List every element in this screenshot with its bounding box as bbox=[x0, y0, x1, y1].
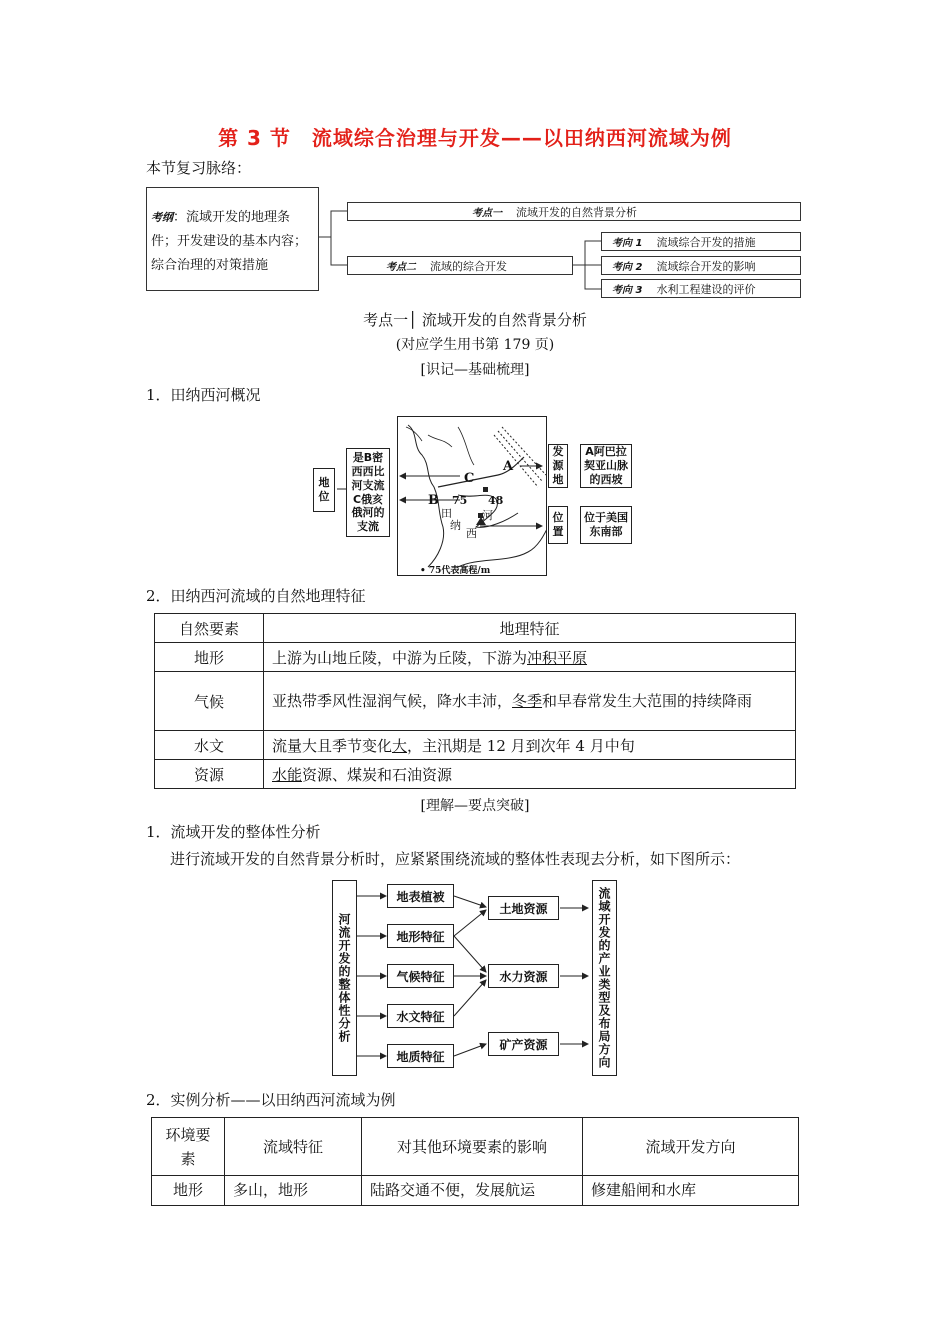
map-river-char: 河 bbox=[482, 509, 493, 522]
map-box-source: A阿巴拉契亚山脉的西坡 bbox=[580, 444, 632, 488]
map-elev-48: 48 bbox=[488, 494, 504, 507]
point2-tag: 考点二 bbox=[386, 262, 416, 273]
cell-text: 亚热带季风性湿润气候，降水丰沛， bbox=[272, 692, 513, 710]
map-drawing bbox=[398, 417, 547, 576]
map-label-source: 发源地 bbox=[548, 444, 568, 488]
outline-sub-3 bbox=[601, 279, 801, 298]
point1-text: 流域开发的自然背景分析 bbox=[516, 205, 637, 219]
map-letter-b: B bbox=[428, 493, 439, 508]
flow-resource: 水力资源 bbox=[488, 964, 559, 988]
map-box-status: 是B密西西比河支流 C俄亥俄河的支流 bbox=[346, 448, 390, 537]
cell-text: 和早春常发生大范围的持续降雨 bbox=[542, 692, 753, 710]
cell-text: 资源、煤炭和石油资源 bbox=[302, 765, 453, 784]
map-box-location: 位于美国东南部 bbox=[580, 506, 632, 544]
table-header: 环境要素 bbox=[152, 1118, 225, 1176]
table-row bbox=[155, 643, 796, 672]
table-header: 自然要素 bbox=[155, 614, 264, 643]
paragraph: 进行流域开发的自然背景分析时，应紧紧围绕流域的整体性表现去分析，如下图所示： bbox=[170, 850, 741, 868]
section-sub: (对应学生用书第 179 页) bbox=[395, 337, 555, 353]
table-key: 资源 bbox=[155, 760, 264, 789]
sub-text: 流域综合开发的措施 bbox=[656, 235, 756, 249]
block-heading-2: [理解—要点突破] bbox=[420, 798, 530, 814]
map-letter-a: A bbox=[503, 459, 514, 474]
flow-resource: 土地资源 bbox=[488, 896, 559, 920]
table-row bbox=[152, 1176, 799, 1206]
table-key: 地形 bbox=[155, 643, 264, 672]
item-heading-2: 2．田纳西河流域的自然地理特征 bbox=[146, 587, 366, 605]
map-label-status: 地位 bbox=[313, 468, 335, 512]
table-cell: 多山，地形 bbox=[225, 1176, 362, 1206]
outline-point2 bbox=[347, 256, 573, 275]
block-heading-1: [识记—基础梳理] bbox=[420, 362, 530, 378]
map-river-char: 纳 bbox=[450, 519, 461, 532]
section-heading: 考点一│ 流域开发的自然背景分析 bbox=[363, 311, 587, 329]
flow-right-box: 流域开发的产业类型及布局方向 bbox=[592, 880, 617, 1076]
sub-text: 流域综合开发的影响 bbox=[656, 259, 756, 273]
cell-answer: 冬季 bbox=[512, 692, 543, 710]
flow-factor: 地形特征 bbox=[387, 924, 454, 948]
map-elev-75: 75 bbox=[452, 494, 468, 507]
table-key: 水文 bbox=[155, 731, 264, 760]
outline-label: 本节复习脉络： bbox=[146, 159, 252, 177]
table-row bbox=[155, 672, 796, 731]
sub-tag: 考向 3 bbox=[612, 285, 643, 296]
flow-factor: 地表植被 bbox=[387, 884, 454, 908]
flow-factor: 水文特征 bbox=[387, 1004, 454, 1028]
flow-factor: 地质特征 bbox=[387, 1044, 454, 1068]
flow-resource: 矿产资源 bbox=[488, 1032, 559, 1056]
cell-answer: 水能 bbox=[272, 765, 303, 784]
table-row bbox=[155, 760, 796, 789]
table-header: 流域开发方向 bbox=[583, 1118, 799, 1176]
point1-tag: 考点一 bbox=[472, 208, 502, 219]
table-cell: 修建船闸和水库 bbox=[583, 1176, 799, 1206]
table-header: 流域特征 bbox=[225, 1118, 362, 1176]
flow-arrows bbox=[330, 878, 620, 1078]
map-letter-c: C bbox=[464, 471, 475, 486]
cell-answer: 冲积平原 bbox=[527, 648, 588, 667]
item-heading-4: 2．实例分析——以田纳西河流域为例 bbox=[146, 1091, 396, 1109]
outline-point1 bbox=[347, 202, 801, 221]
cell-text: ，主汛期是 12 月到次年 4 月中旬 bbox=[407, 736, 635, 755]
cell-text: 流量大且季节变化 bbox=[272, 736, 393, 755]
map-river-char: 西 bbox=[466, 527, 477, 540]
sub-text: 水利工程建设的评价 bbox=[656, 282, 756, 296]
table-header: 对其他环境要素的影响 bbox=[362, 1118, 583, 1176]
outline-sub-2 bbox=[601, 256, 801, 275]
map-frame bbox=[397, 416, 547, 576]
sub-tag: 考向 2 bbox=[612, 262, 643, 273]
map-river-char: 田 bbox=[441, 507, 452, 520]
point2-text: 流域的综合开发 bbox=[430, 259, 507, 273]
table-header: 地理特征 bbox=[264, 614, 796, 643]
page-title: 第 3 节 流域综合治理与开发——以田纳西河流域为例 bbox=[218, 126, 732, 150]
table-key: 气候 bbox=[155, 672, 264, 731]
cell-text: 上游为山地丘陵，中游为丘陵，下游为 bbox=[272, 648, 528, 667]
map-label-location: 位置 bbox=[548, 506, 568, 544]
map-legend: • 75代表高程/m bbox=[420, 566, 491, 576]
flow-factor: 气候特征 bbox=[387, 964, 454, 988]
table-cell: 地形 bbox=[152, 1176, 225, 1206]
features-table bbox=[154, 613, 796, 789]
outline-syllabus-box: 考纲：流域开发的地理条件；开发建设的基本内容；综合治理的对策措施 bbox=[146, 187, 319, 291]
syllabus-tag: 考纲 bbox=[151, 211, 173, 224]
syllabus-text: 流域开发的地理条件；开发建设的基本内容；综合治理的对策措施 bbox=[151, 210, 308, 273]
table-row bbox=[155, 731, 796, 760]
outline-sub-1 bbox=[601, 232, 801, 251]
sub-tag: 考向 1 bbox=[612, 238, 643, 249]
item-heading-3: 1．流域开发的整体性分析 bbox=[146, 823, 321, 841]
example-table bbox=[151, 1117, 799, 1206]
flow-left-box: 河流开发的整体性分析 bbox=[332, 880, 357, 1076]
item-heading-1: 1．田纳西河概况 bbox=[146, 386, 261, 404]
table-cell: 陆路交通不便，发展航运 bbox=[362, 1176, 583, 1206]
cell-answer: 大 bbox=[392, 736, 408, 755]
